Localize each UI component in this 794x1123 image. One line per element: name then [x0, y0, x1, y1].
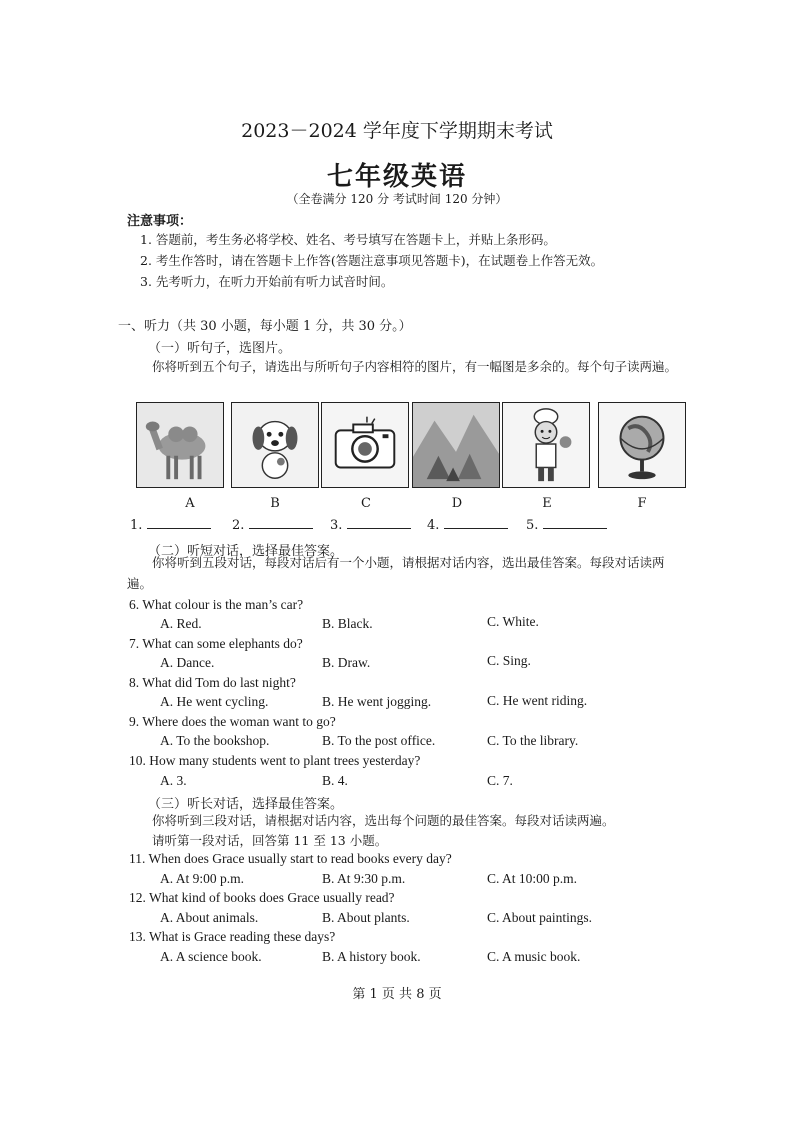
option-a[interactable]: A. About animals.: [160, 910, 259, 925]
picture-label: A: [185, 496, 195, 511]
option-c[interactable]: C. At 10:00 p.m.: [487, 871, 578, 886]
question-8: 8. What did Tom do last night?: [129, 675, 296, 690]
part-instruction-2: 你将听到五段对话，每段对话后有一个小题，请根据对话内容，选出最佳答案。每段对话读两遍。: [127, 555, 665, 591]
picture-label: C: [361, 496, 371, 511]
option-a[interactable]: A. Red.: [160, 616, 202, 631]
option-b[interactable]: B. Black.: [322, 616, 373, 631]
camel-icon: [136, 402, 224, 488]
answer-blank[interactable]: 2.: [232, 516, 313, 533]
question-13: 13. What is Grace reading these days?: [129, 929, 336, 944]
part-sub-instruction: 请听第一段对话，回答第 11 至 13 小题。: [152, 833, 388, 848]
note-item: 3. 先考听力，在听力开始前有听力试音时间。: [140, 274, 394, 289]
option-b[interactable]: B. 4.: [322, 773, 348, 788]
option-b[interactable]: B. He went jogging.: [322, 694, 432, 709]
option-a[interactable]: A. A science book.: [160, 949, 262, 964]
option-c[interactable]: C. White.: [487, 614, 539, 629]
question-11: 11. When does Grace usually start to read books every day?: [129, 851, 452, 866]
part-heading-3: （三）听长对话，选择最佳答案。: [148, 797, 344, 812]
question-6: 6. What colour is the man’s car?: [129, 597, 304, 612]
section-heading-listening: 一、听力（共 30 小题，每小题 1 分，共 30 分。）: [118, 319, 412, 334]
option-c[interactable]: C. He went riding.: [487, 693, 588, 708]
option-a[interactable]: A. At 9:00 p.m.: [160, 871, 245, 886]
part-heading-1: （一）听句子，选图片。: [148, 341, 292, 356]
part-heading-2: （二）听短对话，选择最佳答案。: [148, 544, 344, 559]
part-instruction-3: 你将听到三段对话，请根据对话内容，选出每个问题的最佳答案。每段对话读两遍。: [152, 813, 615, 828]
answer-blank[interactable]: 1.: [130, 516, 211, 533]
option-a[interactable]: A. Dance.: [160, 655, 215, 670]
subject-title: 七年级英语: [326, 162, 467, 192]
option-b[interactable]: B. A history book.: [322, 949, 421, 964]
question-7: 7. What can some elephants do?: [129, 636, 303, 651]
camping-icon: [412, 402, 500, 488]
picture-label: D: [451, 496, 463, 511]
option-c[interactable]: C. Sing.: [487, 653, 531, 668]
picture-label: F: [637, 496, 647, 511]
page-number: 第 1 页 共 8 页: [352, 987, 442, 1002]
chef-icon: [502, 402, 590, 488]
question-9: 9. Where does the woman want to go?: [129, 714, 336, 729]
option-a[interactable]: A. 3.: [160, 773, 187, 788]
option-c[interactable]: C. 7.: [487, 773, 513, 788]
picture-label: E: [542, 496, 552, 511]
globe-icon: [598, 402, 686, 488]
option-b[interactable]: B. At 9:30 p.m.: [322, 871, 406, 886]
part-instruction-1: 你将听到五个句子，请选出与所听句子内容相符的图片，有一幅图是多余的。每个句子读两遍。: [152, 359, 678, 374]
answer-blank[interactable]: 3.: [330, 516, 411, 533]
question-10: 10. How many students went to plant trees yesterday?: [129, 753, 421, 768]
option-c[interactable]: C. About paintings.: [487, 910, 593, 925]
option-b[interactable]: B. To the post office.: [322, 733, 436, 748]
option-b[interactable]: B. Draw.: [322, 655, 371, 670]
question-12: 12. What kind of books does Grace usually read?: [129, 890, 395, 905]
option-a[interactable]: A. To the bookshop.: [160, 733, 270, 748]
notes-heading: 注意事项：: [127, 214, 193, 229]
option-a[interactable]: A. He went cycling.: [160, 694, 269, 709]
answer-blank[interactable]: 5.: [526, 516, 607, 533]
dog-icon: [231, 402, 319, 488]
camera-icon: [321, 402, 409, 488]
note-item: 1. 答题前，考生务必将学校、姓名、考号填写在答题卡上，并贴上条形码。: [140, 232, 556, 247]
option-c[interactable]: C. To the library.: [487, 733, 579, 748]
option-b[interactable]: B. About plants.: [322, 910, 410, 925]
note-item: 2. 考生作答时，请在答题卡上作答(答题注意事项见答题卡)，在试题卷上作答无效。: [140, 253, 604, 268]
answer-blank[interactable]: 4.: [427, 516, 508, 533]
exam-info: （全卷满分 120 分 考试时间 120 分钟）: [286, 192, 508, 206]
exam-title: 2023－2024 学年度下学期期末考试: [241, 120, 553, 142]
picture-label: B: [270, 496, 280, 511]
option-c[interactable]: C. A music book.: [487, 949, 581, 964]
